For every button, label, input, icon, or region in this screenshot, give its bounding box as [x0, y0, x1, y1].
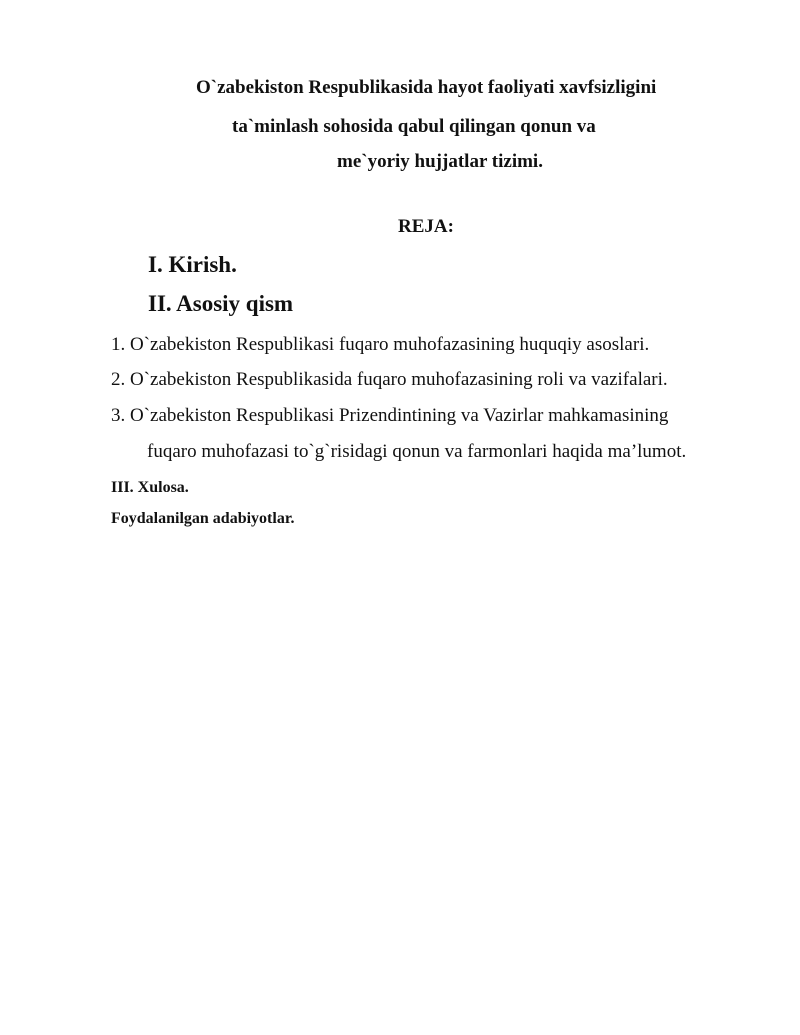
title-line-1: O`zabekiston Respublikasida hayot faoliyati xavfsizligini	[196, 77, 657, 98]
section-main-part: II. Asosiy qism	[148, 291, 294, 316]
plan-item-3-continuation: fuqaro muhofazasi to`g`risidagi qonun va farmonlari haqida ma’lumot.	[147, 441, 687, 462]
section-conclusion: III. Xulosa.	[111, 479, 189, 496]
plan-item-1: 1. O`zabekiston Respublikasi fuqaro muhofazasining huquqiy asoslari.	[111, 334, 650, 355]
title-line-2: ta`minlash sohosida qabul qilingan qonun va	[232, 116, 596, 137]
plan-item-3: 3. O`zabekiston Respublikasi Prizendintining va Vazirlar mahkamasining	[111, 405, 669, 426]
plan-heading: REJA:	[398, 216, 454, 237]
title-line-3: me`yoriy hujjatlar tizimi.	[337, 151, 543, 172]
section-references: Foydalanilgan adabiyotlar.	[111, 510, 295, 527]
plan-item-2: 2. O`zabekiston Respublikasida fuqaro muhofazasining roli va vazifalari.	[111, 369, 668, 390]
section-introduction: I. Kirish.	[148, 252, 237, 277]
